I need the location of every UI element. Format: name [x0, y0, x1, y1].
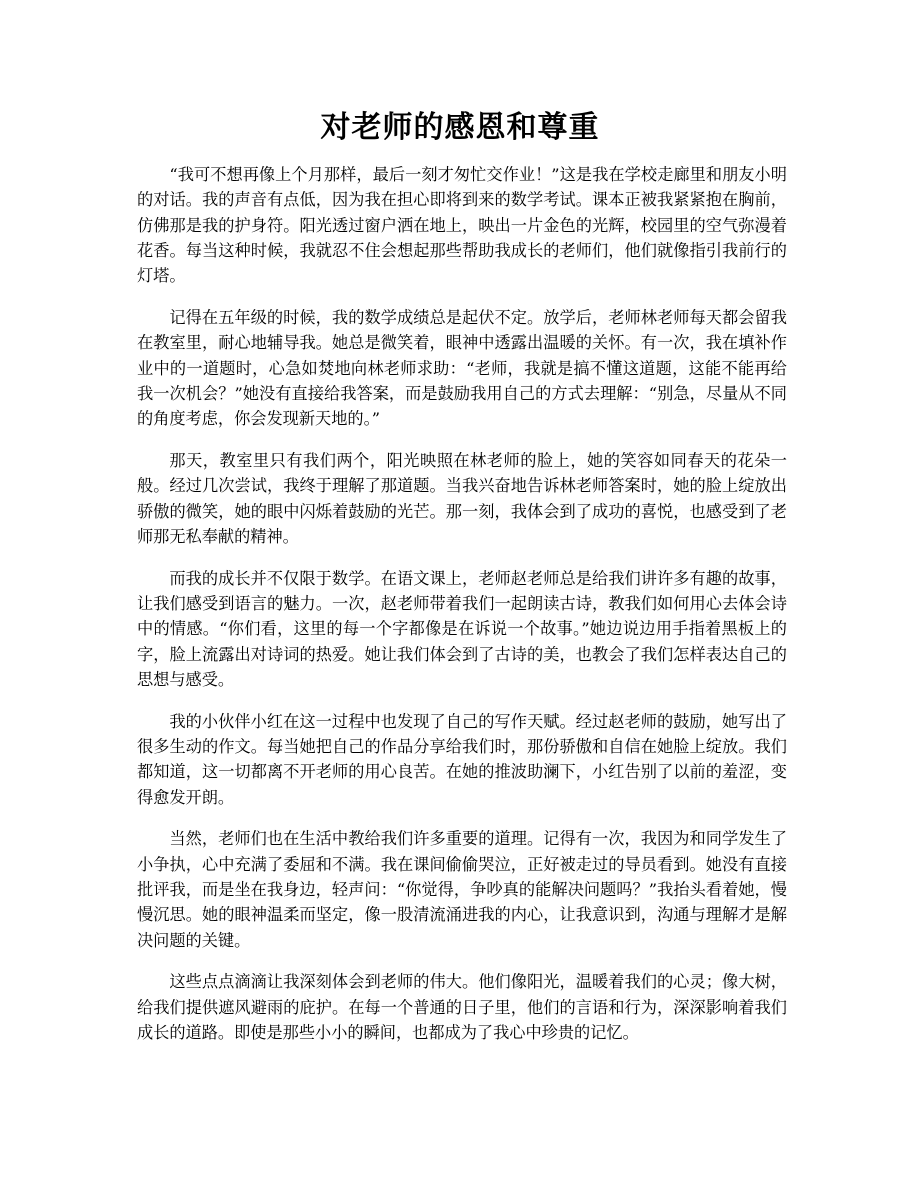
paragraph-3: 那天，教室里只有我们两个，阳光映照在林老师的脸上，她的笑容如同春天的花朵一般。经过几次尝试，我终于理解了那道题。当我兴奋地告诉林老师答案时，她的脸上绽放出骄傲的微笑，她的眼中闪烁着鼓励的光芒。那一刻，我体会到了成功的喜悦，也感受到了老师那无私奉献的精神。 [137, 450, 787, 546]
paragraph-5: 我的小伙伴小红在这一过程中也发现了自己的写作天赋。经过赵老师的鼓励，她写出了很多生动的作文。每当她把自己的作品分享给我们时，那份骄傲和自信在她脸上绽放。我们都知道，这一切都离不开老师的用心良苦。在她的推波助澜下，小红告别了以前的羞涩，变得愈发开朗。 [137, 711, 787, 807]
paragraph-2: 记得在五年级的时候，我的数学成绩总是起伏不定。放学后，老师林老师每天都会留我在教室里，耐心地辅导我。她总是微笑着，眼神中透露出温暖的关怀。有一次，我在填补作业中的一道题时，心急如焚地向林老师求助：“老师，我就是搞不懂这道题，这能不能再给我一次机会？”她没有直接给我答案，而是鼓励我用自己的方式去理解：“别急，尽量从不同的角度考虑，你会发现新天地的。” [137, 307, 787, 429]
paragraph-1: “我可不想再像上个月那样，最后一刻才匆忙交作业！”这是我在学校走廊里和朋友小明的对话。我的声音有点低，因为我在担心即将到来的数学考试。课本正被我紧紧抱在胸前，仿佛那是我的护身符。阳光透过窗户洒在地上，映出一片金色的光辉，校园里的空气弥漫着花香。每当这种时候，我就忍不住会想起那些帮助我成长的老师们，他们就像指引我前行的灯塔。 [137, 165, 787, 286]
document-title: 对老师的感恩和尊重 [320, 110, 600, 145]
paragraph-7: 这些点点滴滴让我深刻体会到老师的伟大。他们像阳光，温暖着我们的心灵；像大树，给我们提供遮风避雨的庇护。在每一个普通的日子里，他们的言语和行为，深深影响着我们成长的道路。即使是那些小小的瞬间，也都成为了我心中珍贵的记忆。 [137, 972, 787, 1042]
paragraph-4: 而我的成长并不仅限于数学。在语文课上，老师赵老师总是给我们讲许多有趣的故事，让我们感受到语言的魅力。一次，赵老师带着我们一起朗读古诗，教我们如何用心去体会诗中的情感。“你们看，这里的每一个字都像是在诉说一个故事。”她边说边用手指着黑板上的字，脸上流露出对诗词的热爱。她让我们体会到了古诗的美，也教会了我们怎样表达自己的思想与感受。 [137, 568, 787, 689]
document-body [137, 162, 787, 1062]
paragraph-6: 当然，老师们也在生活中教给我们许多重要的道理。记得有一次，我因为和同学发生了小争执，心中充满了委屈和不满。我在课间偷偷哭泣，正好被走过的导员看到。她没有直接批评我，而是坐在我身边，轻声问：“你觉得，争吵真的能解决问题吗？”我抬头看着她，慢慢沉思。她的眼神温柔而坚定，像一股清流涌进我的内心，让我意识到，沟通与理解才是解决问题的关键。 [137, 829, 787, 950]
